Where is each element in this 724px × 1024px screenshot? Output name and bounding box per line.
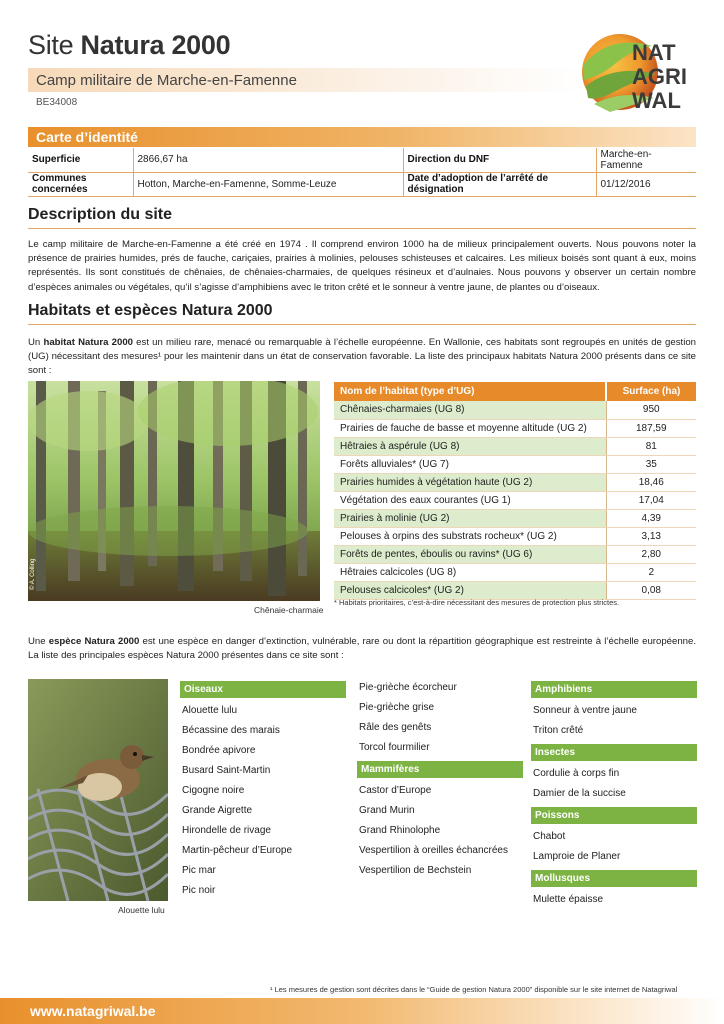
species-item: Martin-pêcheur d’Europe: [182, 845, 293, 856]
identity-key: Superficie: [28, 148, 133, 172]
habitat-table: [334, 382, 696, 600]
habitat-row: [334, 563, 696, 581]
svg-text:AGRI: AGRI: [632, 64, 687, 89]
page-title: [28, 30, 230, 61]
habitat-col-name: Nom de l’habitat (type d’UG): [334, 382, 606, 401]
identity-value: 2866,67 ha: [133, 148, 403, 172]
species-item: Castor d’Europe: [359, 785, 432, 796]
species-item: Cigogne noire: [182, 785, 245, 796]
species-item: Vespertilion à oreilles échancrées: [359, 845, 508, 856]
habitat-name: Pelouses calcicoles* (UG 2): [334, 581, 606, 599]
species-item: Bondrée apivore: [182, 745, 256, 756]
species-column-1: [180, 678, 346, 901]
species-item: Pic noir: [182, 885, 216, 896]
site-code: BE34008: [36, 97, 78, 108]
species-intro: Une espèce Natura 2000 est une espèce en danger d’extinction, vulnérable, rare ou dont la répartition géographique est restreinte à l’échelle européenne. La liste des principales espèces Natura 2000 présentes dans ce site sont :: [28, 636, 696, 662]
identity-heading: Carte d’identité: [36, 129, 138, 145]
habitat-name: Chênaies-charmaies (UG 8): [334, 401, 606, 419]
title-main: Natura 2000: [80, 30, 231, 60]
site-name: Camp militaire de Marche-en-Famenne: [36, 72, 297, 89]
identity-value: Marche-en-Famenne: [596, 148, 696, 172]
habitat-name: Prairies humides à végétation haute (UG 2): [334, 473, 606, 491]
habitat-row: [334, 581, 696, 599]
species-item: Grand Murin: [359, 805, 415, 816]
habitat-surface: 35: [606, 455, 696, 473]
identity-value: Hotton, Marche-en-Famenne, Somme-Leuze: [133, 172, 403, 196]
species-item: Busard Saint-Martin: [182, 765, 271, 776]
species-item: Torcol fourmilier: [359, 742, 430, 753]
species-item: Hirondelle de rivage: [182, 825, 271, 836]
svg-text:NAT: NAT: [632, 40, 676, 65]
forest-photo-caption: Chênaie-charmaie: [254, 605, 324, 615]
species-group-heading: Mammifères: [357, 761, 523, 778]
species-item: Pic mar: [182, 865, 216, 876]
description-text: Le camp militaire de Marche-en-Famenne a été créé en 1974 . Il comprend environ 1000 ha de milieux principalement ouverts. Nous pouvons noter la présence de prairies humides, prés de fauche, cariçaies, prairies à molinies, pelouses schisteuses et calcaires. Les milieux boisés sont quant à eux, moins représentés. Ils sont constitués de chênaies, de chênaies-charmaies, de quelques résineux et d’aulnaies. Nous pouvons y observer un certain nombre d’espèces animales ou végétales, qu’il s’agisse d’amphibiens avec le triton crêté et le sonneur à ventre jaune, de plantes ou d’oiseaux.: [28, 239, 696, 293]
species-item: Grande Aigrette: [182, 805, 253, 816]
habitat-col-surface: Surface (ha): [606, 382, 696, 401]
habitat-row: [334, 473, 696, 491]
footnote: ¹ Les mesures de gestion sont décrites dans le “Guide de gestion Natura 2000” disponible sur le site internet de Natagriwal: [270, 985, 678, 994]
habitat-surface: 3,13: [606, 527, 696, 545]
species-item: Râle des genêts: [359, 722, 432, 733]
species-group-heading: Mollusques: [531, 870, 697, 887]
identity-table: [28, 148, 696, 197]
habitat-surface: 950: [606, 401, 696, 419]
habitat-surface: 0,08: [606, 581, 696, 599]
habitats-intro: Un habitat Natura 2000 est un milieu rare, menacé ou remarquable à l’échelle européenne. En Wallonie, ces habitats sont regroupés en unités de gestion (UG) nécessitant des mesures¹ pour les maintenir dans un état de conservation favorable. La liste des principaux habitats Natura 2000 présents dans ce site sont :: [28, 337, 696, 377]
habitat-name: Hêtraies à aspérule (UG 8): [334, 437, 606, 455]
habitat-name: Végétation des eaux courantes (UG 1): [334, 491, 606, 509]
habitat-row: [334, 401, 696, 419]
habitat-row: [334, 455, 696, 473]
species-column-2: [357, 678, 523, 881]
habitat-name: Hêtraies calcicoles (UG 8): [334, 563, 606, 581]
species-item: Cordulie à corps fin: [533, 768, 620, 779]
species-group-heading: Insectes: [531, 744, 697, 761]
habitat-surface: 187,59: [606, 419, 696, 437]
habitat-row: [334, 527, 696, 545]
identity-value: 01/12/2016: [596, 172, 696, 196]
species-item: Pie-grièche grise: [359, 702, 435, 713]
habitat-surface: 18,46: [606, 473, 696, 491]
habitat-surface: 2,80: [606, 545, 696, 563]
habitat-surface: 17,04: [606, 491, 696, 509]
species-item: Chabot: [533, 831, 566, 842]
species-column-3: [531, 678, 697, 910]
species-item: Grand Rhinolophe: [359, 825, 441, 836]
identity-key: Direction du DNF: [403, 148, 596, 172]
species-item: Damier de la succise: [533, 788, 626, 799]
habitat-name: Forêts de pentes, éboulis ou ravins* (UG 6): [334, 545, 606, 563]
identity-key: Date d’adoption de l’arrêté de désignation: [403, 172, 596, 196]
habitat-surface: 4,39: [606, 509, 696, 527]
species-group-heading: Amphibiens: [531, 681, 697, 698]
species-item: Bécassine des marais: [182, 725, 280, 736]
habitat-row: [334, 509, 696, 527]
forest-photo: [28, 381, 320, 601]
habitat-table-header: [334, 382, 696, 401]
svg-text:WAL: WAL: [632, 88, 681, 113]
title-prefix: Site: [28, 30, 81, 60]
species-item: Pie-grièche écorcheur: [359, 682, 457, 693]
species-item: Vespertilion de Bechstein: [359, 865, 472, 876]
identity-row: [28, 172, 696, 196]
habitat-surface: 2: [606, 563, 696, 581]
species-group-heading: Poissons: [531, 807, 697, 824]
description-heading: Description du site: [28, 206, 173, 223]
natagriwal-logo: [580, 24, 698, 120]
species-item: Alouette lulu: [182, 705, 238, 716]
habitat-name: Prairies de fauche de basse et moyenne altitude (UG 2): [334, 419, 606, 437]
description-rule: [28, 228, 696, 229]
species-item: Lamproie de Planer: [533, 851, 621, 862]
habitat-surface: 81: [606, 437, 696, 455]
habitat-row: [334, 437, 696, 455]
habitat-table-note: * Habitats prioritaires, c’est-à-dire nécessitant des mesures de protection plus strictes.: [334, 598, 620, 607]
habitat-row: [334, 419, 696, 437]
habitat-name: Pelouses à orpins des substrats rocheux* (UG 2): [334, 527, 606, 545]
species-item: Triton crêté: [533, 725, 584, 736]
forest-photo-credit: © A. Colling: [30, 558, 36, 590]
website-link[interactable]: www.natagriwal.be: [30, 1003, 156, 1019]
habitats-rule: [28, 324, 696, 325]
habitat-row: [334, 491, 696, 509]
identity-key: Communes concernées: [28, 172, 133, 196]
habitats-heading: Habitats et espèces Natura 2000: [28, 302, 273, 319]
bird-photo: [28, 679, 168, 901]
species-item: Sonneur à ventre jaune: [533, 705, 637, 716]
identity-row: [28, 148, 696, 172]
species-item: Mulette épaisse: [533, 894, 604, 905]
habitat-name: Prairies à molinie (UG 2): [334, 509, 606, 527]
species-group-heading: Oiseaux: [180, 681, 346, 698]
habitat-row: [334, 545, 696, 563]
bird-photo-caption: Alouette lulu: [118, 905, 165, 915]
habitat-name: Forêts alluviales* (UG 7): [334, 455, 606, 473]
